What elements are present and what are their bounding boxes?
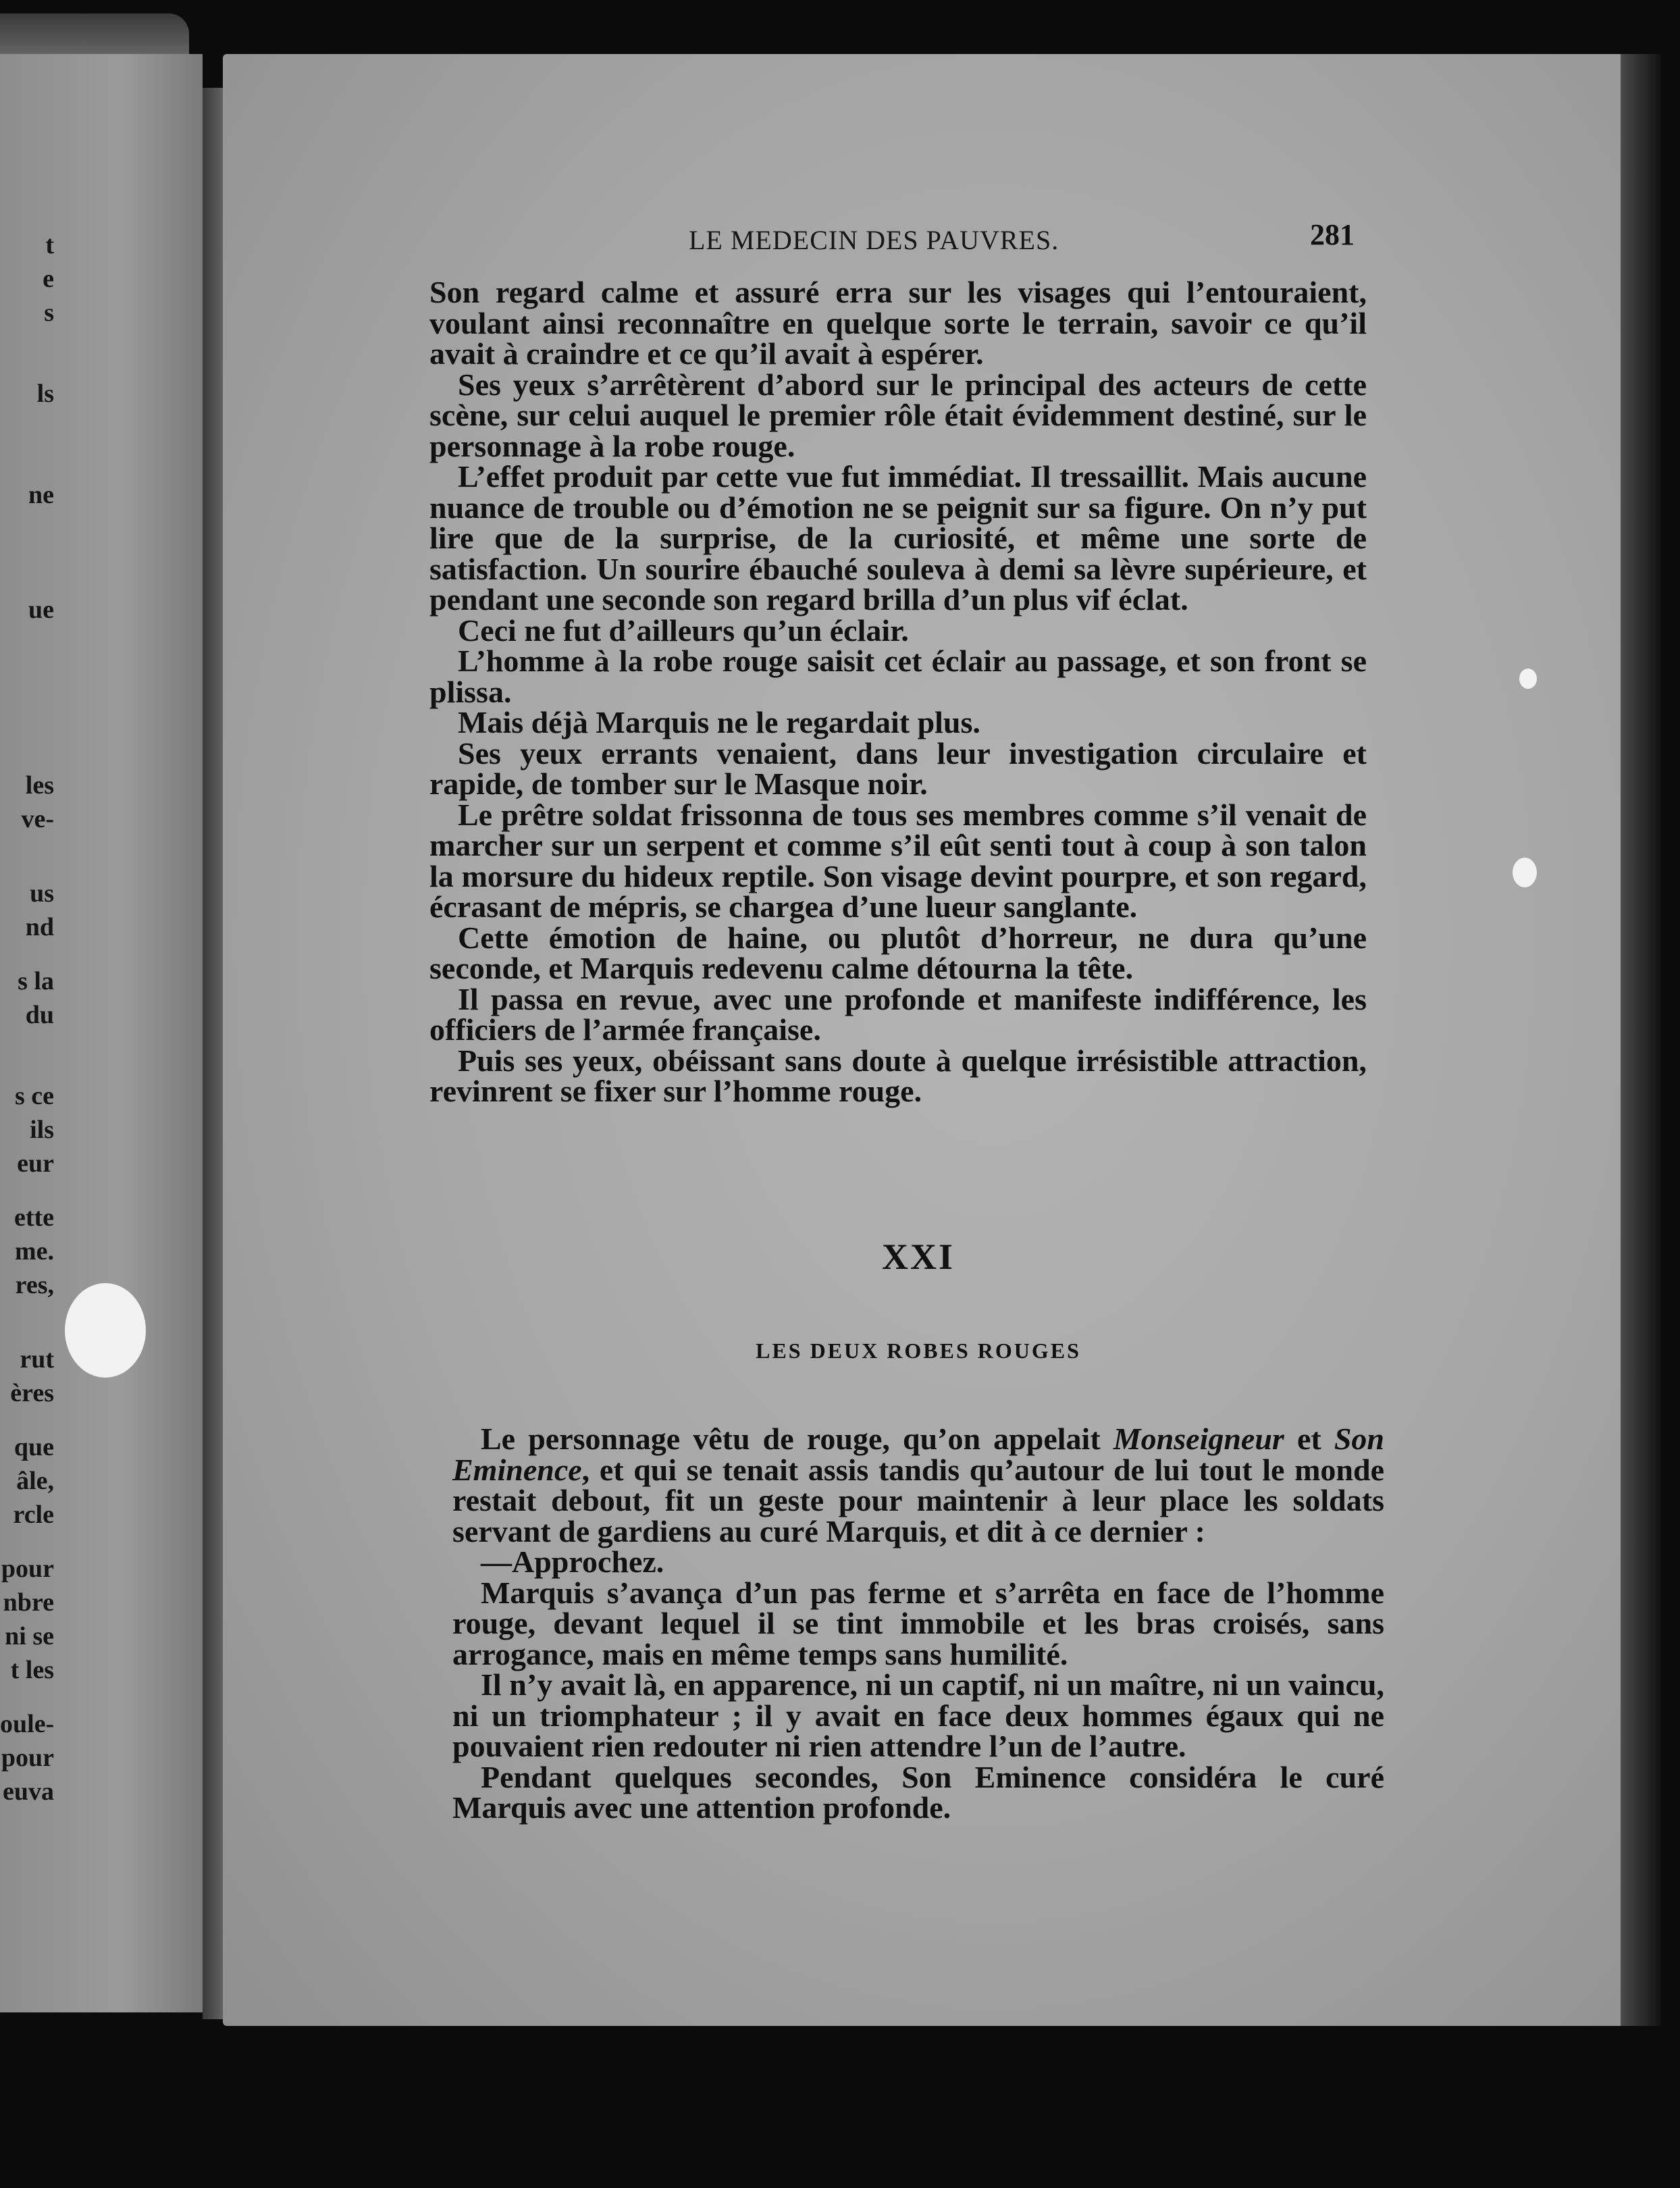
left-page-text-fragment: âle, bbox=[16, 1467, 54, 1495]
paragraph: Il n’y avait là, en apparence, ni un captif, ni un maître, ni un vaincu, ni un triomphateur ; il y avait en face deux hommes égaux qui ne pouvaient rien redouter ni rien attendre l’un de l’autre. bbox=[452, 1667, 1384, 1763]
paragraph: Ceci ne fut d’ailleurs qu’un éclair. bbox=[458, 613, 909, 648]
left-page-text-fragment: t bbox=[45, 231, 54, 259]
paragraph: Le prêtre soldat frissonna de tous ses membres comme s’il venait de marcher sur un serpent et comme s’il eût senti tout à coup à son talon la morsure du hideux reptile. Son visage devint pourpre, et son regard, écrasant de mépris, se chargea d’une lueur sanglante. bbox=[429, 797, 1367, 924]
left-page-text-fragment: eur bbox=[17, 1149, 54, 1178]
paragraph: L’effet produit par cette vue fut immédiat. Il tressaillit. Mais aucune nuance de trouble ou d’émotion ne se peignit sur sa figure. On n’y put lire que de la surprise, de la curiosité, et même une sorte de satisfaction. Un sourire ébauché souleva à demi sa lèvre supérieure, et pendant une seconde son regard brilla d’un plus vif éclat. bbox=[429, 459, 1367, 617]
paragraph-text: , et qui se tenait assis tandis qu’autour de lui tout le monde restait debout, fit un geste pour maintenir à leur place les soldats servant de gardiens au curé Marquis, et dit à ce dernier : bbox=[452, 1452, 1384, 1548]
left-page-text-fragment: du bbox=[25, 1001, 54, 1029]
paragraph: Pendant quelques secondes, Son Eminence considéra le curé Marquis avec une attention profonde. bbox=[452, 1759, 1384, 1825]
body-text-section-2 bbox=[452, 1424, 1384, 1823]
left-page-text-fragment: pour bbox=[1, 1555, 54, 1583]
left-page-text-fragment: ette bbox=[14, 1203, 54, 1232]
paragraph: Il passa en revue, avec une profonde et manifeste indifférence, les officiers de l’armée française. bbox=[429, 981, 1367, 1047]
left-page-text-fragment: nd bbox=[25, 913, 54, 941]
paper-blot bbox=[65, 1283, 146, 1378]
left-page-text-fragment: s la bbox=[18, 967, 54, 995]
left-page-text-fragment: nbre bbox=[3, 1588, 54, 1617]
paragraph: —Approchez. bbox=[481, 1544, 664, 1579]
left-page-text-fragment: ni se bbox=[5, 1622, 54, 1650]
paragraph: Mais déjà Marquis ne le regardait plus. bbox=[458, 705, 980, 739]
left-page-text-fragment: ils bbox=[30, 1116, 54, 1144]
left-page-text-fragment: ue bbox=[28, 596, 54, 624]
paragraph-text: Le personnage vêtu de rouge, qu’on appelait bbox=[481, 1422, 1113, 1456]
chapter-number: XXI bbox=[881, 1236, 955, 1277]
paper-blot bbox=[1513, 858, 1537, 887]
chapter-title: LES DEUX ROBES ROUGES bbox=[756, 1338, 1081, 1363]
paragraph: Cette émotion de haine, ou plutôt d’horreur, ne dura qu’une seconde, et Marquis redevenu calme détourna la tête. bbox=[429, 920, 1367, 985]
left-page-text-fragment: euva bbox=[3, 1777, 54, 1806]
left-page-text-fragment: rut bbox=[20, 1345, 54, 1374]
left-page-text-fragment: les bbox=[25, 771, 54, 800]
paragraph-text: et bbox=[1284, 1422, 1334, 1456]
italic-term: Son Eminence bbox=[452, 1422, 1384, 1487]
left-page-text-fragment: s bbox=[44, 298, 54, 327]
left-page-text-fragment: que bbox=[14, 1433, 54, 1461]
body-text-section-1 bbox=[429, 277, 1367, 1107]
left-page-text-fragment: e bbox=[43, 265, 54, 293]
paragraph: L’homme à la robe rouge saisit cet éclair au passage, et son front se plissa. bbox=[429, 644, 1367, 709]
paragraph: Son regard calme et assuré erra sur les visages qui l’entouraient, voulant ainsi reconnaître en quelque sorte le terrain, savoir ce qu’il avait à craindre et ce qu’il avait à espérer. bbox=[429, 275, 1367, 371]
left-page-text-fragment: s ce bbox=[14, 1082, 54, 1110]
italic-term: Monseigneur bbox=[1113, 1422, 1284, 1456]
left-page-text-fragment: oule- bbox=[0, 1710, 55, 1738]
left-page-text-fragment: me. bbox=[14, 1237, 54, 1266]
left-page-text-fragment: rcle bbox=[13, 1501, 54, 1529]
left-page-text-fragment: ères bbox=[10, 1379, 54, 1407]
left-page-text-fragment: t les bbox=[10, 1656, 54, 1684]
left-page-text-fragment: pour bbox=[1, 1744, 54, 1772]
paragraph: Ses yeux s’arrêtèrent d’abord sur le principal des acteurs de cette scène, sur celui auquel le premier rôle était évidemment destiné, sur le personnage à la robe rouge. bbox=[429, 367, 1367, 463]
left-page-text-fragment: ve- bbox=[21, 805, 54, 833]
running-head: LE MEDECIN DES PAUVRES. bbox=[689, 225, 1059, 255]
page-edge-shadow bbox=[1621, 54, 1661, 2026]
paragraph: Marquis s’avança d’un pas ferme et s’arrêta en face de l’homme rouge, devant lequel il se tint immobile et les bras croisés, sans arrogance, mais en même temps sans humilité. bbox=[452, 1575, 1384, 1671]
left-page-text-fragment: res, bbox=[15, 1271, 54, 1299]
left-page-text-fragment: ls bbox=[36, 380, 54, 408]
page-number: 281 bbox=[1310, 218, 1355, 251]
left-page-text-fragment: ne bbox=[28, 481, 54, 509]
left-page-fragment bbox=[0, 54, 203, 2012]
left-page-text-fragment: us bbox=[30, 879, 54, 908]
paper-blot bbox=[1519, 669, 1537, 689]
paragraph: Puis ses yeux, obéissant sans doute à quelque irrésistible attraction, revinrent se fixer sur l’homme rouge. bbox=[429, 1043, 1367, 1108]
paragraph bbox=[452, 1424, 1384, 1546]
paragraph: Ses yeux errants venaient, dans leur investigation circulaire et rapide, de tomber sur le Masque noir. bbox=[429, 735, 1367, 801]
